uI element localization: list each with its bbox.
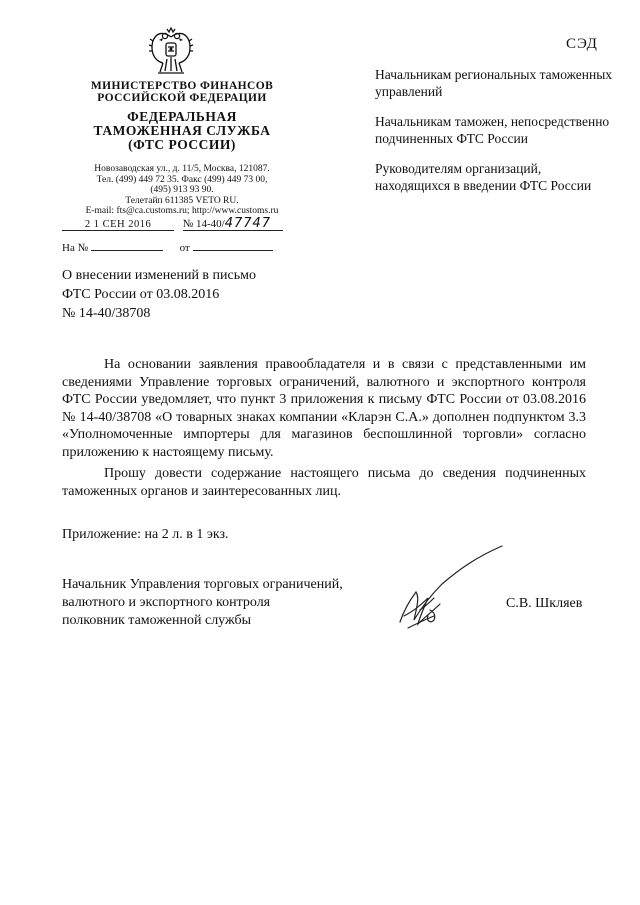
contact-teletype: Телетайп 611385 VETO RU. [125,195,239,206]
from-blank [193,240,273,251]
contact-email-web: E-mail: fts@ca.customs.ru; http://www.customs.ru [85,206,279,216]
registration-number [183,218,283,231]
registration-date: 2 1 СЕН 2016 [62,219,174,231]
reference-line [62,240,273,254]
from-label: от [179,242,190,254]
subject-line-3: № 14-40/38708 [62,306,151,321]
coat-of-arms-emblem [148,27,194,77]
body-paragraph-2: Прошу довести содержание настоящего письма до сведения подчиненных таможенных органов и заинтересованных лиц. [62,466,586,499]
on-no-blank [91,240,163,251]
signer-title-line-1: Начальник Управления торговых ограничений, [62,577,343,592]
registration-number-handwritten: 47747 [224,216,272,231]
service-line-3: (ФТС РОССИИ) [128,137,236,152]
subject-line-2: ФТС России от 03.08.2016 [62,287,220,302]
signer-title-line-3: полковник таможенной службы [62,613,252,628]
recipient-2: Начальникам таможен, непосредственно подчиненных ФТС России [375,114,610,146]
doc-label: СЭД [566,36,598,52]
recipients-block [375,66,615,207]
service-line-2: ТАМОЖЕННАЯ СЛУЖБА [93,123,271,138]
registration-line [62,216,283,231]
subject-block [62,266,256,323]
signer-block [62,576,343,630]
contact-phone-2: (495) 913 93 90. [150,185,214,195]
contact-block [62,164,302,217]
registration-number-prefix: № 14-40/ [182,218,225,230]
contact-phone-fax: Тел. (499) 449 72 35. Факс (499) 449 73 00, [96,174,268,185]
ministry-line-1: МИНИСТЕРСТВО ФИНАНСОВ [90,80,274,92]
body-paragraph-1: На основании заявления правообладателя и в связи с представленными им сведениями Управление торговых ограничений, валютного и экспортного контроля ФТС России уведомляет, что пункт 3 приложения к письму ФТС России от 03.08.2016 № 14-40/38708 «О товарных знаках компании «Кларэн С.А.» дополнен подпунктом 3.3 «Уполномоченные импортеры для магазинов беспошлинной торговли» согласно приложению к настоящему письму. [62,357,586,460]
recipient-1: Начальникам региональных таможенных управлений [375,67,613,99]
signer-title-line-2: валютного и экспортного контроля [62,595,271,610]
contact-address: Новозаводская ул., д. 11/5, Москва, 121087. [94,164,270,174]
letter-body [62,356,586,500]
signer-name: С.В. Шкляев [506,596,583,611]
letterhead [62,80,302,217]
subject-line-1: О внесении изменений в письмо [62,268,256,283]
ministry-line-2: РОССИЙСКОЙ ФЕДЕРАЦИИ [97,92,267,104]
service-line-1: ФЕДЕРАЛЬНАЯ [127,109,237,124]
handwritten-signature [390,540,520,640]
recipient-3: Руководителям организаций, находящихся в введении ФТС России [375,161,592,193]
attachment-note: Приложение: на 2 л. в 1 экз. [62,527,229,542]
on-no-label: На № [62,242,89,254]
